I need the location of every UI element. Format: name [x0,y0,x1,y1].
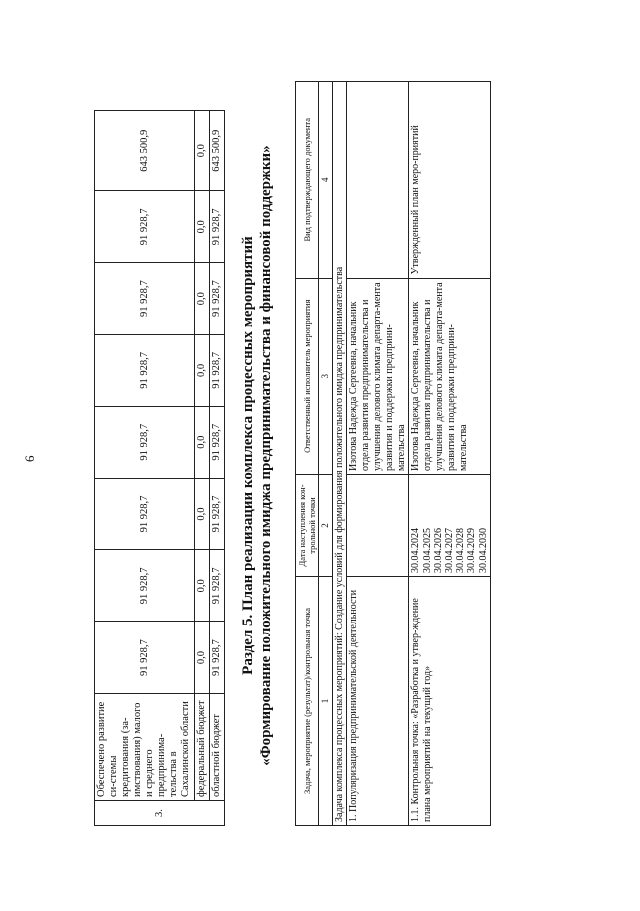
federal-label: федеральный бюджет [194,694,209,801]
regional-value: 91 928,7 [209,263,224,335]
finance-table [94,110,225,826]
task-description: Задача комплекса процессных мероприятий: Создание условий для формирования положительного имиджа предпринимательства [332,82,347,826]
federal-value: 0,0 [194,622,209,694]
plan-row [409,82,490,826]
total-value: 91 928,7 [95,191,195,263]
finance-row-federal [194,111,209,826]
checkpoint-date: 30.04.2030 [477,527,489,573]
total-value: 91 928,7 [95,622,195,694]
section-subtitle: «Формирование положительного имиджа предпринимательства и финансовой поддержки» [258,145,274,766]
checkpoint-dates [409,475,490,577]
column-number: 3 [319,278,333,475]
total-value: 643 500,9 [95,111,195,191]
checkpoint-date: 30.04.2028 [455,527,467,573]
federal-value: 0,0 [194,478,209,550]
finance-row-total [95,111,195,826]
finance-row-regional [209,111,224,826]
total-value: 91 928,7 [95,406,195,478]
plan-column-numbers [319,82,333,826]
federal-value: 0,0 [194,111,209,191]
regional-value: 91 928,7 [209,550,224,622]
page-number: 6 [22,455,37,462]
column-number: 2 [319,475,333,577]
header-date: Дата наступления кон-трольной точки [296,475,319,577]
federal-value: 0,0 [194,191,209,263]
checkpoint-date: 30.04.2025 [421,527,433,573]
plan-row [347,82,409,826]
total-value: 91 928,7 [95,478,195,550]
regional-value: 91 928,7 [209,406,224,478]
plan-table [295,81,491,826]
checkpoint-executor: Изотова Надежда Сергеевна, начальник отдела развития предпринимательства и улучшения делового климата департа-мента развития и поддержки предприни-мательства [409,278,490,475]
checkpoint-date: 30.04.2024 [410,527,422,573]
measure-executor: Изотова Надежда Сергеевна, начальник отдела развития предпринимательства и улучшения делового климата департа-мента развития и поддержки предприни-мательства [347,278,409,475]
total-value: 91 928,7 [95,263,195,335]
measure-dates [347,475,409,577]
checkpoint-document: Утвержденный план меро-приятий [409,82,490,279]
checkpoint-date: 30.04.2027 [443,527,455,573]
regional-value: 91 928,7 [209,191,224,263]
checkpoint-date: 30.04.2026 [432,527,444,573]
row-name: Обеспечено развитие си-стемы кредитования (за-имствования) малого и среднего предпринима-тельства в Сахалинской области [95,694,195,801]
column-number: 1 [319,576,333,825]
measure-document [347,82,409,279]
federal-value: 0,0 [194,335,209,407]
column-number: 4 [319,82,333,279]
plan-header-row [296,82,319,826]
federal-value: 0,0 [194,550,209,622]
federal-value: 0,0 [194,263,209,335]
checkpoint-name: 1.1. Контрольная точка: «Разработка и утвер-ждение плана мероприятий на текущий год» [409,576,490,825]
total-value: 91 928,7 [95,550,195,622]
regional-value: 91 928,7 [209,478,224,550]
regional-value: 643 500,9 [209,111,224,191]
section-title: Раздел 5. План реализации комплекса процессных мероприятий [240,236,256,675]
measure-name: 1. Популяризация предпринимательской деятельности [347,576,409,825]
header-document: Вид подтверждающего документа [296,82,319,279]
checkpoint-date: 30.04.2029 [466,527,478,573]
plan-task-row [332,82,347,826]
row-index: 3. [95,801,225,826]
header-task: Задача, мероприятие (результат)/контрольная точка [296,576,319,825]
regional-value: 91 928,7 [209,622,224,694]
federal-value: 0,0 [194,406,209,478]
regional-value: 91 928,7 [209,335,224,407]
regional-label: областной бюджет [209,694,224,801]
header-executor: Ответственный исполнитель мероприятия [296,278,319,475]
total-value: 91 928,7 [95,335,195,407]
